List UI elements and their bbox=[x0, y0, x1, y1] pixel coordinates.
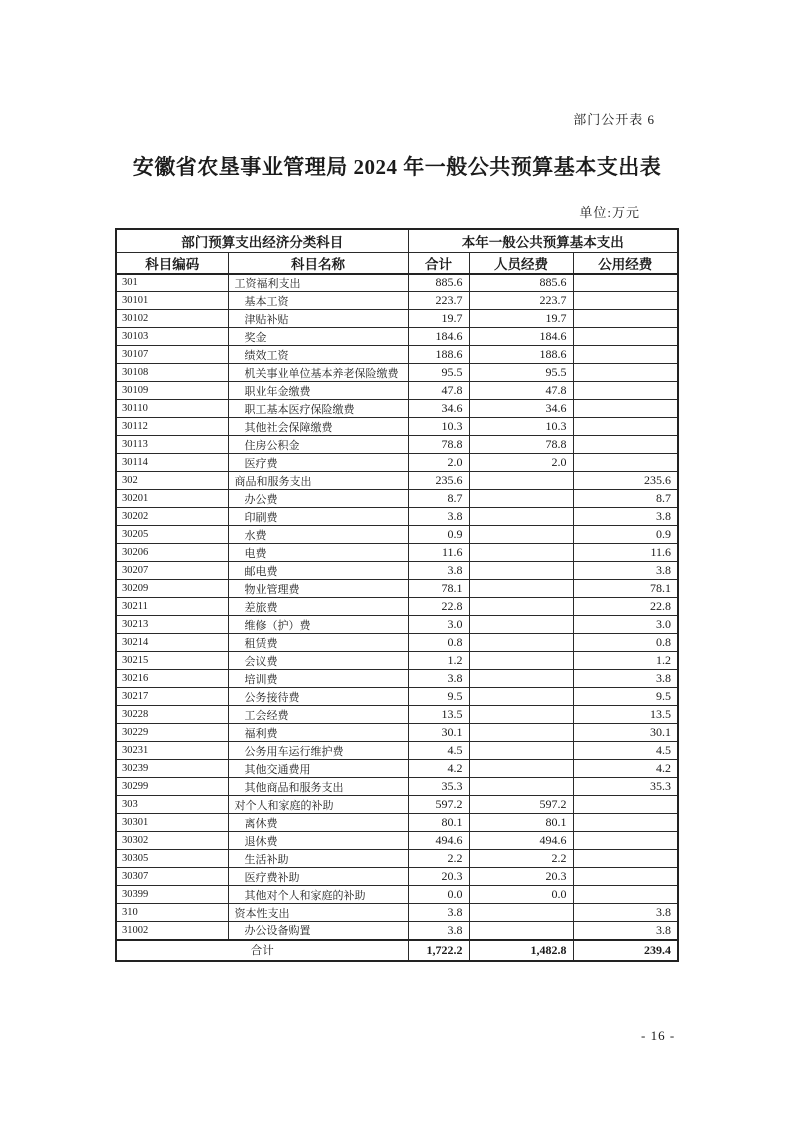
table-row bbox=[116, 670, 678, 688]
cell-public bbox=[573, 814, 678, 832]
cell-name: 其他交通费用 bbox=[228, 760, 408, 778]
cell-public bbox=[573, 310, 678, 328]
table-row bbox=[116, 688, 678, 706]
cell-personnel: 78.8 bbox=[469, 436, 573, 454]
cell-code: 301 bbox=[116, 274, 228, 292]
cell-public: 235.6 bbox=[573, 472, 678, 490]
cell-total: 2.0 bbox=[408, 454, 469, 472]
cell-personnel bbox=[469, 616, 573, 634]
cell-total: 0.9 bbox=[408, 526, 469, 544]
table-row bbox=[116, 436, 678, 454]
cell-name: 奖金 bbox=[228, 328, 408, 346]
cell-name: 医疗费 bbox=[228, 454, 408, 472]
cell-public: 4.5 bbox=[573, 742, 678, 760]
cell-total: 188.6 bbox=[408, 346, 469, 364]
cell-name: 工会经费 bbox=[228, 706, 408, 724]
total-row-personnel: 1,482.8 bbox=[469, 940, 573, 961]
cell-total: 30.1 bbox=[408, 724, 469, 742]
cell-total: 19.7 bbox=[408, 310, 469, 328]
cell-personnel bbox=[469, 526, 573, 544]
header-group-classification: 部门预算支出经济分类科目 bbox=[116, 229, 408, 252]
cell-code: 30201 bbox=[116, 490, 228, 508]
cell-public: 9.5 bbox=[573, 688, 678, 706]
column-header-code: 科目编码 bbox=[116, 252, 228, 274]
cell-code: 30301 bbox=[116, 814, 228, 832]
cell-public: 13.5 bbox=[573, 706, 678, 724]
doc-sheet-label: 部门公开表 6 bbox=[573, 112, 655, 127]
cell-total: 35.3 bbox=[408, 778, 469, 796]
cell-code: 30302 bbox=[116, 832, 228, 850]
cell-personnel bbox=[469, 490, 573, 508]
cell-public: 22.8 bbox=[573, 598, 678, 616]
cell-code: 30205 bbox=[116, 526, 228, 544]
cell-public bbox=[573, 832, 678, 850]
column-header-total: 合计 bbox=[408, 252, 469, 274]
cell-name: 其他商品和服务支出 bbox=[228, 778, 408, 796]
cell-code: 30216 bbox=[116, 670, 228, 688]
cell-total: 3.8 bbox=[408, 670, 469, 688]
page-title: 安徽省农垦事业管理局 2024 年一般公共预算基本支出表 bbox=[132, 155, 662, 179]
cell-name: 差旅费 bbox=[228, 598, 408, 616]
table-row bbox=[116, 832, 678, 850]
table-row bbox=[116, 652, 678, 670]
table-row bbox=[116, 616, 678, 634]
cell-name: 租赁费 bbox=[228, 634, 408, 652]
cell-name: 医疗费补助 bbox=[228, 868, 408, 886]
cell-total: 47.8 bbox=[408, 382, 469, 400]
column-header-personnel: 人员经费 bbox=[469, 252, 573, 274]
table-row bbox=[116, 634, 678, 652]
cell-total: 4.5 bbox=[408, 742, 469, 760]
cell-personnel bbox=[469, 904, 573, 922]
cell-personnel bbox=[469, 472, 573, 490]
cell-personnel bbox=[469, 688, 573, 706]
cell-code: 31002 bbox=[116, 922, 228, 940]
cell-total: 3.0 bbox=[408, 616, 469, 634]
cell-name: 资本性支出 bbox=[228, 904, 408, 922]
cell-personnel bbox=[469, 760, 573, 778]
cell-name: 职业年金缴费 bbox=[228, 382, 408, 400]
cell-total: 22.8 bbox=[408, 598, 469, 616]
cell-total: 1.2 bbox=[408, 652, 469, 670]
table-row bbox=[116, 328, 678, 346]
table-row bbox=[116, 796, 678, 814]
cell-name: 津贴补贴 bbox=[228, 310, 408, 328]
cell-total: 4.2 bbox=[408, 760, 469, 778]
cell-total: 184.6 bbox=[408, 328, 469, 346]
table-body bbox=[116, 274, 678, 940]
cell-personnel: 2.0 bbox=[469, 454, 573, 472]
cell-name: 退休费 bbox=[228, 832, 408, 850]
cell-name: 福利费 bbox=[228, 724, 408, 742]
cell-personnel: 0.0 bbox=[469, 886, 573, 904]
table-row bbox=[116, 310, 678, 328]
cell-total: 885.6 bbox=[408, 274, 469, 292]
cell-code: 30213 bbox=[116, 616, 228, 634]
cell-code: 30102 bbox=[116, 310, 228, 328]
cell-total: 597.2 bbox=[408, 796, 469, 814]
cell-personnel bbox=[469, 508, 573, 526]
cell-name: 电费 bbox=[228, 544, 408, 562]
cell-name: 离休费 bbox=[228, 814, 408, 832]
cell-name: 培训费 bbox=[228, 670, 408, 688]
cell-public: 35.3 bbox=[573, 778, 678, 796]
cell-total: 3.8 bbox=[408, 904, 469, 922]
table-row bbox=[116, 922, 678, 940]
cell-code: 30112 bbox=[116, 418, 228, 436]
cell-total: 3.8 bbox=[408, 562, 469, 580]
table-row bbox=[116, 868, 678, 886]
cell-code: 30110 bbox=[116, 400, 228, 418]
cell-code: 30307 bbox=[116, 868, 228, 886]
table-row bbox=[116, 526, 678, 544]
cell-total: 10.3 bbox=[408, 418, 469, 436]
cell-name: 机关事业单位基本养老保险缴费 bbox=[228, 364, 408, 382]
cell-public bbox=[573, 382, 678, 400]
cell-code: 302 bbox=[116, 472, 228, 490]
table-row bbox=[116, 580, 678, 598]
table-row bbox=[116, 598, 678, 616]
cell-personnel: 47.8 bbox=[469, 382, 573, 400]
cell-name: 物业管理费 bbox=[228, 580, 408, 598]
cell-name: 会议费 bbox=[228, 652, 408, 670]
budget-table bbox=[115, 228, 679, 962]
cell-personnel: 19.7 bbox=[469, 310, 573, 328]
table-row bbox=[116, 814, 678, 832]
cell-code: 30305 bbox=[116, 850, 228, 868]
cell-name: 其他社会保障缴费 bbox=[228, 418, 408, 436]
table-row bbox=[116, 904, 678, 922]
table-row bbox=[116, 346, 678, 364]
cell-total: 223.7 bbox=[408, 292, 469, 310]
cell-total: 494.6 bbox=[408, 832, 469, 850]
cell-public: 3.8 bbox=[573, 670, 678, 688]
total-row-public: 239.4 bbox=[573, 940, 678, 961]
page-number: - 16 - bbox=[641, 1028, 676, 1043]
table-row bbox=[116, 508, 678, 526]
cell-total: 11.6 bbox=[408, 544, 469, 562]
cell-public bbox=[573, 454, 678, 472]
cell-code: 30101 bbox=[116, 292, 228, 310]
cell-personnel bbox=[469, 580, 573, 598]
cell-total: 13.5 bbox=[408, 706, 469, 724]
column-header-name: 科目名称 bbox=[228, 252, 408, 274]
cell-total: 34.6 bbox=[408, 400, 469, 418]
cell-code: 30202 bbox=[116, 508, 228, 526]
cell-code: 30229 bbox=[116, 724, 228, 742]
cell-public bbox=[573, 868, 678, 886]
cell-personnel: 34.6 bbox=[469, 400, 573, 418]
cell-personnel bbox=[469, 724, 573, 742]
cell-public: 0.9 bbox=[573, 526, 678, 544]
total-row-label: 合计 bbox=[116, 940, 408, 961]
total-row bbox=[116, 940, 678, 961]
header-column-row bbox=[116, 252, 678, 274]
cell-personnel: 80.1 bbox=[469, 814, 573, 832]
cell-public bbox=[573, 364, 678, 382]
cell-personnel bbox=[469, 742, 573, 760]
cell-total: 2.2 bbox=[408, 850, 469, 868]
cell-personnel bbox=[469, 670, 573, 688]
cell-name: 生活补助 bbox=[228, 850, 408, 868]
table-row bbox=[116, 706, 678, 724]
cell-public: 11.6 bbox=[573, 544, 678, 562]
cell-public bbox=[573, 796, 678, 814]
cell-code: 30214 bbox=[116, 634, 228, 652]
total-row-total: 1,722.2 bbox=[408, 940, 469, 961]
cell-name: 公务用车运行维护费 bbox=[228, 742, 408, 760]
cell-code: 30211 bbox=[116, 598, 228, 616]
table-row bbox=[116, 850, 678, 868]
cell-code: 30399 bbox=[116, 886, 228, 904]
cell-public: 3.8 bbox=[573, 562, 678, 580]
table-row bbox=[116, 544, 678, 562]
table-row bbox=[116, 742, 678, 760]
cell-name: 办公设备购置 bbox=[228, 922, 408, 940]
cell-code: 30209 bbox=[116, 580, 228, 598]
cell-name: 工资福利支出 bbox=[228, 274, 408, 292]
cell-name: 住房公积金 bbox=[228, 436, 408, 454]
cell-personnel: 10.3 bbox=[469, 418, 573, 436]
cell-code: 303 bbox=[116, 796, 228, 814]
cell-public: 3.8 bbox=[573, 508, 678, 526]
cell-name: 商品和服务支出 bbox=[228, 472, 408, 490]
cell-code: 310 bbox=[116, 904, 228, 922]
cell-code: 30113 bbox=[116, 436, 228, 454]
table-row bbox=[116, 724, 678, 742]
cell-code: 30239 bbox=[116, 760, 228, 778]
cell-name: 绩效工资 bbox=[228, 346, 408, 364]
cell-name: 职工基本医疗保险缴费 bbox=[228, 400, 408, 418]
cell-public: 1.2 bbox=[573, 652, 678, 670]
cell-personnel bbox=[469, 544, 573, 562]
cell-total: 78.1 bbox=[408, 580, 469, 598]
table-row bbox=[116, 418, 678, 436]
cell-code: 30299 bbox=[116, 778, 228, 796]
table-row bbox=[116, 382, 678, 400]
cell-code: 30103 bbox=[116, 328, 228, 346]
cell-name: 其他对个人和家庭的补助 bbox=[228, 886, 408, 904]
cell-name: 印刷费 bbox=[228, 508, 408, 526]
table-row bbox=[116, 400, 678, 418]
cell-code: 30107 bbox=[116, 346, 228, 364]
cell-public: 3.8 bbox=[573, 904, 678, 922]
cell-name: 对个人和家庭的补助 bbox=[228, 796, 408, 814]
header-group-row bbox=[116, 229, 678, 252]
cell-name: 维修（护）费 bbox=[228, 616, 408, 634]
cell-total: 9.5 bbox=[408, 688, 469, 706]
table-row bbox=[116, 886, 678, 904]
cell-total: 3.8 bbox=[408, 508, 469, 526]
cell-personnel: 494.6 bbox=[469, 832, 573, 850]
cell-code: 30217 bbox=[116, 688, 228, 706]
cell-total: 8.7 bbox=[408, 490, 469, 508]
header-group-expenditure: 本年一般公共预算基本支出 bbox=[408, 229, 678, 252]
cell-name: 公务接待费 bbox=[228, 688, 408, 706]
table-row bbox=[116, 454, 678, 472]
cell-public bbox=[573, 418, 678, 436]
cell-public: 78.1 bbox=[573, 580, 678, 598]
cell-public: 0.8 bbox=[573, 634, 678, 652]
cell-total: 0.8 bbox=[408, 634, 469, 652]
cell-personnel bbox=[469, 634, 573, 652]
cell-personnel: 2.2 bbox=[469, 850, 573, 868]
cell-personnel bbox=[469, 922, 573, 940]
cell-personnel: 597.2 bbox=[469, 796, 573, 814]
cell-personnel: 885.6 bbox=[469, 274, 573, 292]
cell-total: 0.0 bbox=[408, 886, 469, 904]
cell-code: 30109 bbox=[116, 382, 228, 400]
table-row bbox=[116, 490, 678, 508]
cell-code: 30215 bbox=[116, 652, 228, 670]
cell-personnel bbox=[469, 598, 573, 616]
cell-personnel: 184.6 bbox=[469, 328, 573, 346]
cell-public bbox=[573, 886, 678, 904]
cell-name: 邮电费 bbox=[228, 562, 408, 580]
cell-total: 78.8 bbox=[408, 436, 469, 454]
cell-personnel bbox=[469, 778, 573, 796]
cell-code: 30207 bbox=[116, 562, 228, 580]
cell-code: 30228 bbox=[116, 706, 228, 724]
unit-label: 单位:万元 bbox=[579, 205, 640, 220]
cell-code: 30114 bbox=[116, 454, 228, 472]
cell-public bbox=[573, 436, 678, 454]
cell-public: 8.7 bbox=[573, 490, 678, 508]
table-row bbox=[116, 760, 678, 778]
cell-code: 30231 bbox=[116, 742, 228, 760]
table-row bbox=[116, 364, 678, 382]
table-row bbox=[116, 472, 678, 490]
cell-public bbox=[573, 292, 678, 310]
cell-personnel bbox=[469, 652, 573, 670]
cell-public bbox=[573, 400, 678, 418]
cell-personnel bbox=[469, 562, 573, 580]
cell-total: 95.5 bbox=[408, 364, 469, 382]
cell-personnel: 188.6 bbox=[469, 346, 573, 364]
cell-personnel: 95.5 bbox=[469, 364, 573, 382]
cell-personnel: 20.3 bbox=[469, 868, 573, 886]
cell-public bbox=[573, 850, 678, 868]
cell-total: 80.1 bbox=[408, 814, 469, 832]
cell-total: 235.6 bbox=[408, 472, 469, 490]
cell-code: 30206 bbox=[116, 544, 228, 562]
table-header bbox=[116, 229, 678, 274]
table-row bbox=[116, 274, 678, 292]
cell-public: 3.8 bbox=[573, 922, 678, 940]
cell-total: 20.3 bbox=[408, 868, 469, 886]
column-header-public: 公用经费 bbox=[573, 252, 678, 274]
cell-public bbox=[573, 328, 678, 346]
cell-personnel bbox=[469, 706, 573, 724]
cell-name: 办公费 bbox=[228, 490, 408, 508]
cell-public bbox=[573, 346, 678, 364]
cell-total: 3.8 bbox=[408, 922, 469, 940]
table-row bbox=[116, 562, 678, 580]
table-row bbox=[116, 292, 678, 310]
cell-code: 30108 bbox=[116, 364, 228, 382]
cell-name: 基本工资 bbox=[228, 292, 408, 310]
cell-public: 3.0 bbox=[573, 616, 678, 634]
cell-public bbox=[573, 274, 678, 292]
cell-name: 水费 bbox=[228, 526, 408, 544]
table-row bbox=[116, 778, 678, 796]
cell-public: 4.2 bbox=[573, 760, 678, 778]
cell-public: 30.1 bbox=[573, 724, 678, 742]
cell-personnel: 223.7 bbox=[469, 292, 573, 310]
